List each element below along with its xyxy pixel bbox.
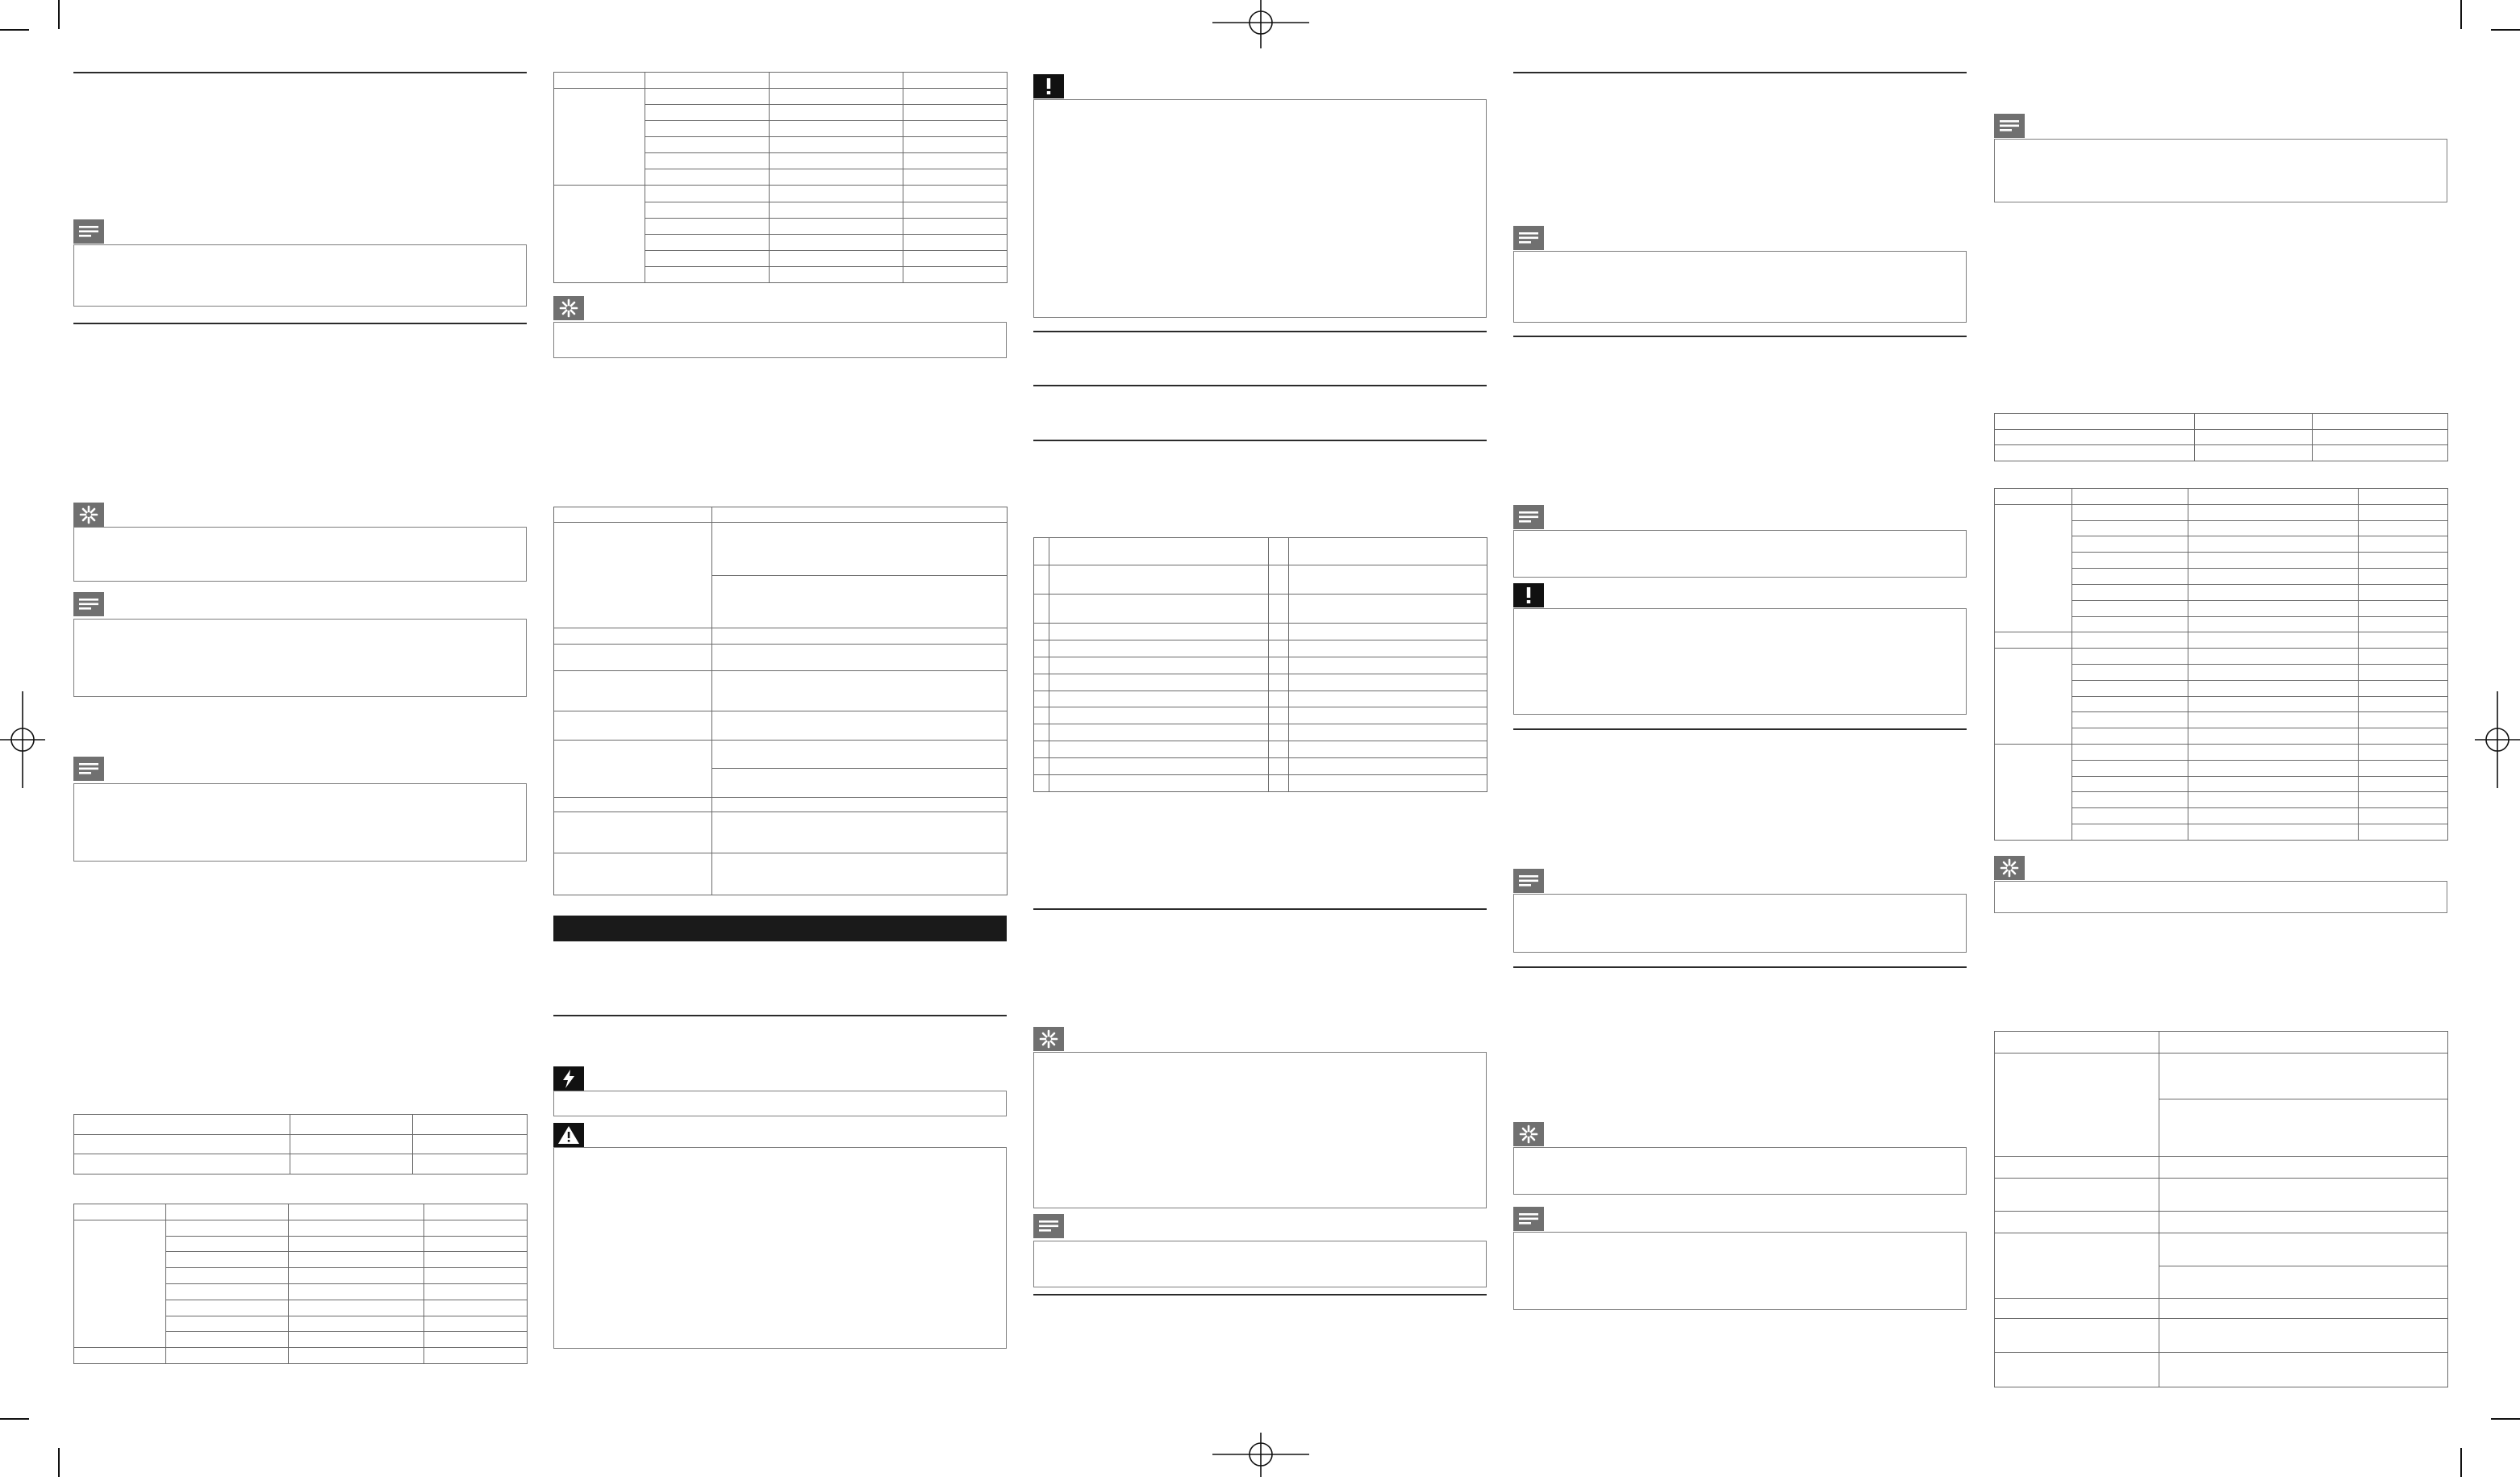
tip-icon bbox=[73, 503, 104, 527]
warning-box bbox=[553, 1147, 1007, 1349]
registration-mark-left bbox=[0, 691, 45, 788]
crop-mark-tl-v bbox=[58, 0, 60, 29]
hazard-box bbox=[553, 1091, 1007, 1116]
registration-mark-right bbox=[2475, 691, 2520, 788]
section-rule bbox=[1513, 72, 1967, 73]
note-icon bbox=[73, 592, 104, 616]
note-icon bbox=[1994, 114, 2025, 138]
note-box bbox=[1033, 1241, 1487, 1287]
note-icon bbox=[1513, 869, 1544, 893]
note-icon bbox=[1513, 505, 1544, 529]
section-rule bbox=[553, 1015, 1007, 1016]
crop-mark-tr-v bbox=[2460, 0, 2462, 29]
spec-table bbox=[553, 507, 1008, 895]
note-box bbox=[73, 619, 527, 697]
section-rule bbox=[1033, 331, 1487, 332]
caution-icon bbox=[1033, 74, 1064, 98]
spec-table bbox=[1994, 413, 2448, 461]
section-rule bbox=[73, 323, 527, 324]
crop-mark-tr-h bbox=[2491, 29, 2520, 31]
caution-box bbox=[1513, 608, 1967, 715]
note-icon bbox=[1513, 226, 1544, 250]
section-rule bbox=[1033, 385, 1487, 386]
section-heading-band bbox=[553, 916, 1007, 941]
note-box bbox=[1513, 530, 1967, 578]
tip-icon bbox=[553, 296, 584, 320]
note-box bbox=[1513, 894, 1967, 953]
column-4 bbox=[1513, 0, 1967, 1477]
column-1 bbox=[73, 0, 527, 1477]
spec-table bbox=[1994, 1031, 2448, 1387]
note-box bbox=[73, 783, 527, 862]
note-icon bbox=[73, 219, 104, 244]
column-2 bbox=[553, 0, 1007, 1477]
tip-box bbox=[73, 527, 527, 582]
crop-mark-bl-h bbox=[0, 1418, 29, 1420]
note-box bbox=[1513, 1232, 1967, 1310]
data-table bbox=[1033, 537, 1487, 792]
note-icon bbox=[1513, 1207, 1544, 1231]
column-5 bbox=[1994, 0, 2447, 1477]
data-table bbox=[73, 1204, 528, 1364]
tip-box bbox=[1513, 1147, 1967, 1195]
note-box bbox=[73, 244, 527, 307]
section-rule bbox=[1033, 908, 1487, 910]
tip-icon bbox=[1033, 1027, 1064, 1051]
crop-mark-tl-h bbox=[0, 29, 29, 31]
spec-table bbox=[73, 1114, 528, 1175]
electric-hazard-icon bbox=[553, 1066, 584, 1091]
tip-box bbox=[1994, 881, 2447, 913]
tip-box bbox=[1033, 1052, 1487, 1208]
tip-box bbox=[553, 322, 1007, 358]
data-table bbox=[1994, 488, 2448, 841]
note-box bbox=[1994, 139, 2447, 202]
crop-mark-bl-v bbox=[58, 1448, 60, 1477]
section-rule bbox=[1513, 966, 1967, 968]
section-rule bbox=[1513, 728, 1967, 730]
tip-icon bbox=[1513, 1122, 1544, 1146]
section-rule bbox=[1513, 336, 1967, 337]
note-box bbox=[1513, 251, 1967, 323]
note-icon bbox=[73, 757, 104, 781]
caution-box bbox=[1033, 99, 1487, 318]
note-icon bbox=[1033, 1214, 1064, 1238]
section-rule bbox=[73, 72, 527, 73]
caution-icon bbox=[1513, 583, 1544, 607]
section-rule bbox=[1033, 1294, 1487, 1296]
section-rule bbox=[1033, 440, 1487, 441]
warning-icon bbox=[553, 1123, 584, 1147]
crop-mark-br-h bbox=[2491, 1418, 2520, 1420]
data-table bbox=[553, 72, 1008, 283]
tip-icon bbox=[1994, 856, 2025, 880]
column-3 bbox=[1033, 0, 1487, 1477]
crop-mark-br-v bbox=[2460, 1448, 2462, 1477]
